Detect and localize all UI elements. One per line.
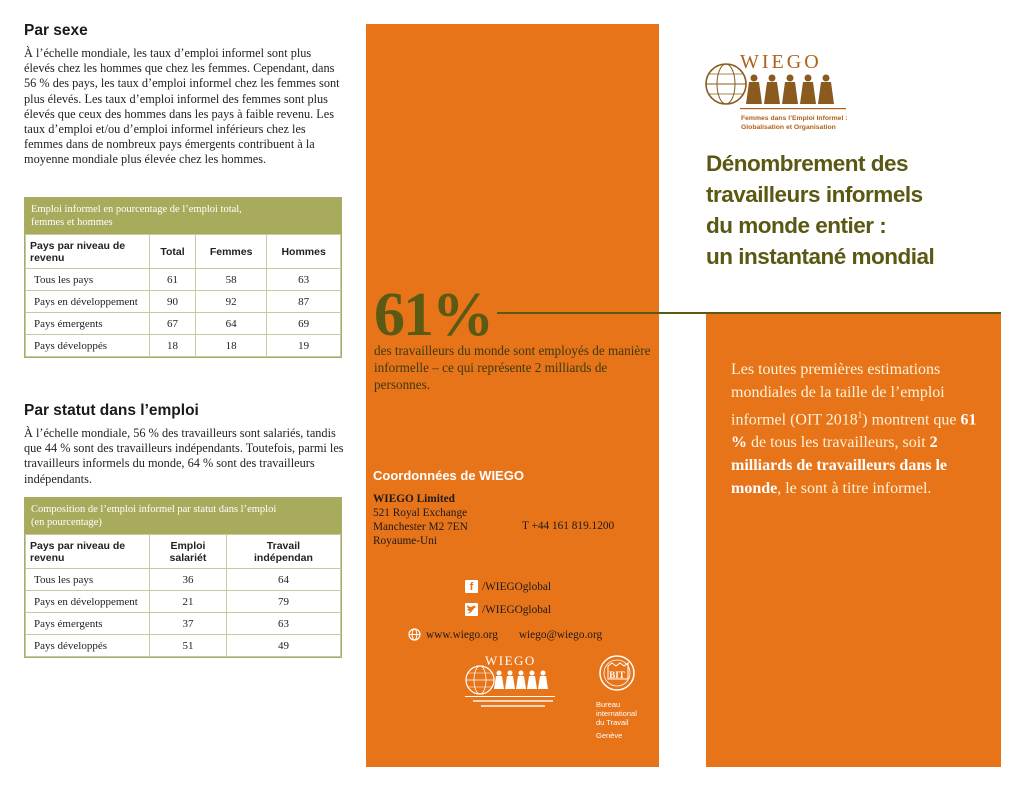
table-cell: Pays développés — [26, 335, 150, 357]
column-header: Hommes — [267, 235, 341, 269]
twitter-link[interactable] — [465, 603, 551, 616]
table-cell: 64 — [226, 569, 340, 591]
table-cell: 64 — [196, 313, 267, 335]
logo-wordmark: WIEGO — [740, 51, 822, 73]
table-cell: 79 — [226, 591, 340, 613]
table-cell: Pays en développement — [26, 591, 150, 613]
body-highlight: 61 % — [731, 411, 977, 452]
percentage-description: des travailleurs du monde sont employés de manière informelle – ce qui représente 2 milliards de personnes. — [374, 343, 651, 392]
section-title-par-sexe: Par sexe — [24, 22, 88, 39]
column-header-line: Travail — [266, 539, 301, 552]
ilo-name-line: Bureau — [596, 700, 621, 709]
column-header-line: indépendan — [253, 551, 313, 564]
table-cell: 58 — [196, 269, 267, 291]
section-text-par-statut: À l’échelle mondiale, 56 % des travailleurs sont salariés, tandis que 44 % sont des travailleurs indépendants. Toutefois, parmi les travailleurs informels du monde, 64 % sont des travailleurs indépendants. — [24, 426, 344, 486]
table-cell: Pays émergents — [26, 313, 150, 335]
data-table — [25, 234, 341, 357]
body-highlight: 2 milliards de travailleurs dans le monde — [731, 434, 947, 498]
right-body-text — [731, 358, 993, 500]
table-par-statut — [24, 497, 342, 658]
big-percentage: 61% — [374, 281, 492, 349]
table-par-sexe — [24, 197, 342, 358]
title-line: travailleurs informels — [706, 182, 923, 207]
table-header-row — [26, 235, 341, 269]
table-cell: 87 — [267, 291, 341, 313]
table-cell: Tous les pays — [26, 569, 150, 591]
table-cell: 63 — [267, 269, 341, 291]
section-text-par-sexe: À l’échelle mondiale, les taux d’emploi informel sont plus élevés chez les hommes que chez les femmes. Cependant, dans 56 % des pays, les taux d’emploi informel chez les femmes sont plus élevés. Les taux d’emploi informel des femmes sont plus élevés que ceux des hommes dans les pays à faible revenu. Les taux d’emploi et/ou d’emploi informel inférieurs chez les femmes dans de nombreux pays émergents contribuent à la moyenne mondiale plus élevée chez les hommes. — [24, 46, 340, 167]
body-text: Les toutes premières estimations mondiales de la taille de l’emploi informel (OIT 2018 — [731, 361, 945, 429]
column-header — [150, 535, 227, 569]
table-cell: Pays émergents — [26, 613, 150, 635]
contact-title: Coordonnées de WIEGO — [373, 468, 524, 483]
body-text: ) montrent que — [862, 411, 961, 429]
table-cell: 61 — [150, 269, 196, 291]
body-text: , le sont à titre informel. — [777, 480, 932, 498]
column-header-line: salariét — [169, 551, 207, 564]
logo-wordmark: WIEGO — [485, 653, 536, 668]
table-cell: 18 — [150, 335, 196, 357]
address-line: 521 Royal Exchange — [373, 507, 468, 519]
table-row — [26, 269, 341, 291]
column-header: Pays par niveau de revenu — [26, 535, 150, 569]
table-row — [26, 313, 341, 335]
table-cell: 67 — [150, 313, 196, 335]
ilo-name-line: international — [596, 709, 637, 718]
ilo-city: Genève — [596, 731, 623, 740]
table-caption-line: Composition de l’emploi informel par statut dans l’emploi — [31, 504, 277, 515]
table-cell: 69 — [267, 313, 341, 335]
table-row — [26, 591, 341, 613]
left-panel-section2 — [24, 402, 344, 487]
table-cell: 51 — [150, 635, 227, 657]
table-caption-line: (en pourcentage) — [31, 517, 102, 528]
email-link[interactable]: wiego@wiego.org — [518, 628, 603, 641]
table-row — [26, 291, 341, 313]
web-contact-row — [408, 628, 602, 641]
contact-address — [373, 492, 468, 548]
ilo-logo-block — [596, 654, 656, 740]
table-cell: 18 — [196, 335, 267, 357]
title-line: Dénombrement des — [706, 151, 909, 176]
table-row — [26, 613, 341, 635]
table-cell: Tous les pays — [26, 269, 150, 291]
table-header-row — [26, 535, 341, 569]
svg-text:BIT: BIT — [609, 670, 625, 680]
table-cell: 37 — [150, 613, 227, 635]
table-cell: 19 — [267, 335, 341, 357]
table-cell: 49 — [226, 635, 340, 657]
data-table — [25, 534, 341, 657]
facebook-handle: /WIEGOglobal — [482, 580, 552, 593]
column-header-line: Emploi — [170, 539, 206, 552]
column-header — [226, 535, 340, 569]
logo-tagline: Globalisation et Organisation — [741, 124, 836, 131]
left-panel — [24, 22, 344, 168]
address-line: Manchester M2 7EN — [373, 521, 468, 533]
table-cell: 90 — [150, 291, 196, 313]
table-row — [26, 569, 341, 591]
ilo-name — [596, 700, 656, 727]
ilo-name-line: du Travail — [596, 718, 629, 727]
footnote-marker: 1 — [857, 410, 863, 420]
title-line: un instantané mondial — [706, 244, 935, 269]
table-row — [26, 335, 341, 357]
column-header: Pays par niveau de revenu — [26, 235, 150, 269]
table-caption-line: Emploi informel en pourcentage de l’emploi total, — [31, 204, 242, 215]
twitter-handle: /WIEGOglobal — [482, 603, 552, 616]
wiego-main-logo — [702, 48, 852, 140]
table-cell: Pays en développement — [26, 291, 150, 313]
body-text: de tous les travailleurs, soit — [747, 434, 930, 452]
table-caption-line: femmes et hommes — [31, 217, 113, 228]
column-header: Femmes — [196, 235, 267, 269]
table-row — [26, 635, 341, 657]
twitter-icon — [465, 603, 478, 616]
table-caption — [25, 198, 341, 234]
wiego-small-logo — [463, 653, 563, 715]
facebook-link[interactable] — [465, 580, 551, 593]
table-cell: 63 — [226, 613, 340, 635]
logo-tagline: Femmes dans l’Emploi Informel : — [741, 115, 848, 122]
column-header: Total — [150, 235, 196, 269]
table-cell: 21 — [150, 591, 227, 613]
contact-phone: T +44 161 819.1200 — [522, 520, 615, 532]
facebook-icon: f — [465, 580, 478, 593]
website-link[interactable]: www.wiego.org — [426, 628, 498, 641]
table-cell: 92 — [196, 291, 267, 313]
ilo-emblem-icon — [596, 654, 638, 692]
table-cell: 36 — [150, 569, 227, 591]
title-line: du monde entier : — [706, 213, 887, 238]
document-title — [706, 148, 1006, 272]
org-name: WIEGO Limited — [373, 493, 455, 505]
address-line: Royaume-Uni — [373, 535, 438, 547]
globe-icon — [408, 628, 421, 641]
table-caption — [25, 498, 341, 534]
section-title-par-statut: Par statut dans l’emploi — [24, 402, 199, 419]
table-cell: Pays développés — [26, 635, 150, 657]
